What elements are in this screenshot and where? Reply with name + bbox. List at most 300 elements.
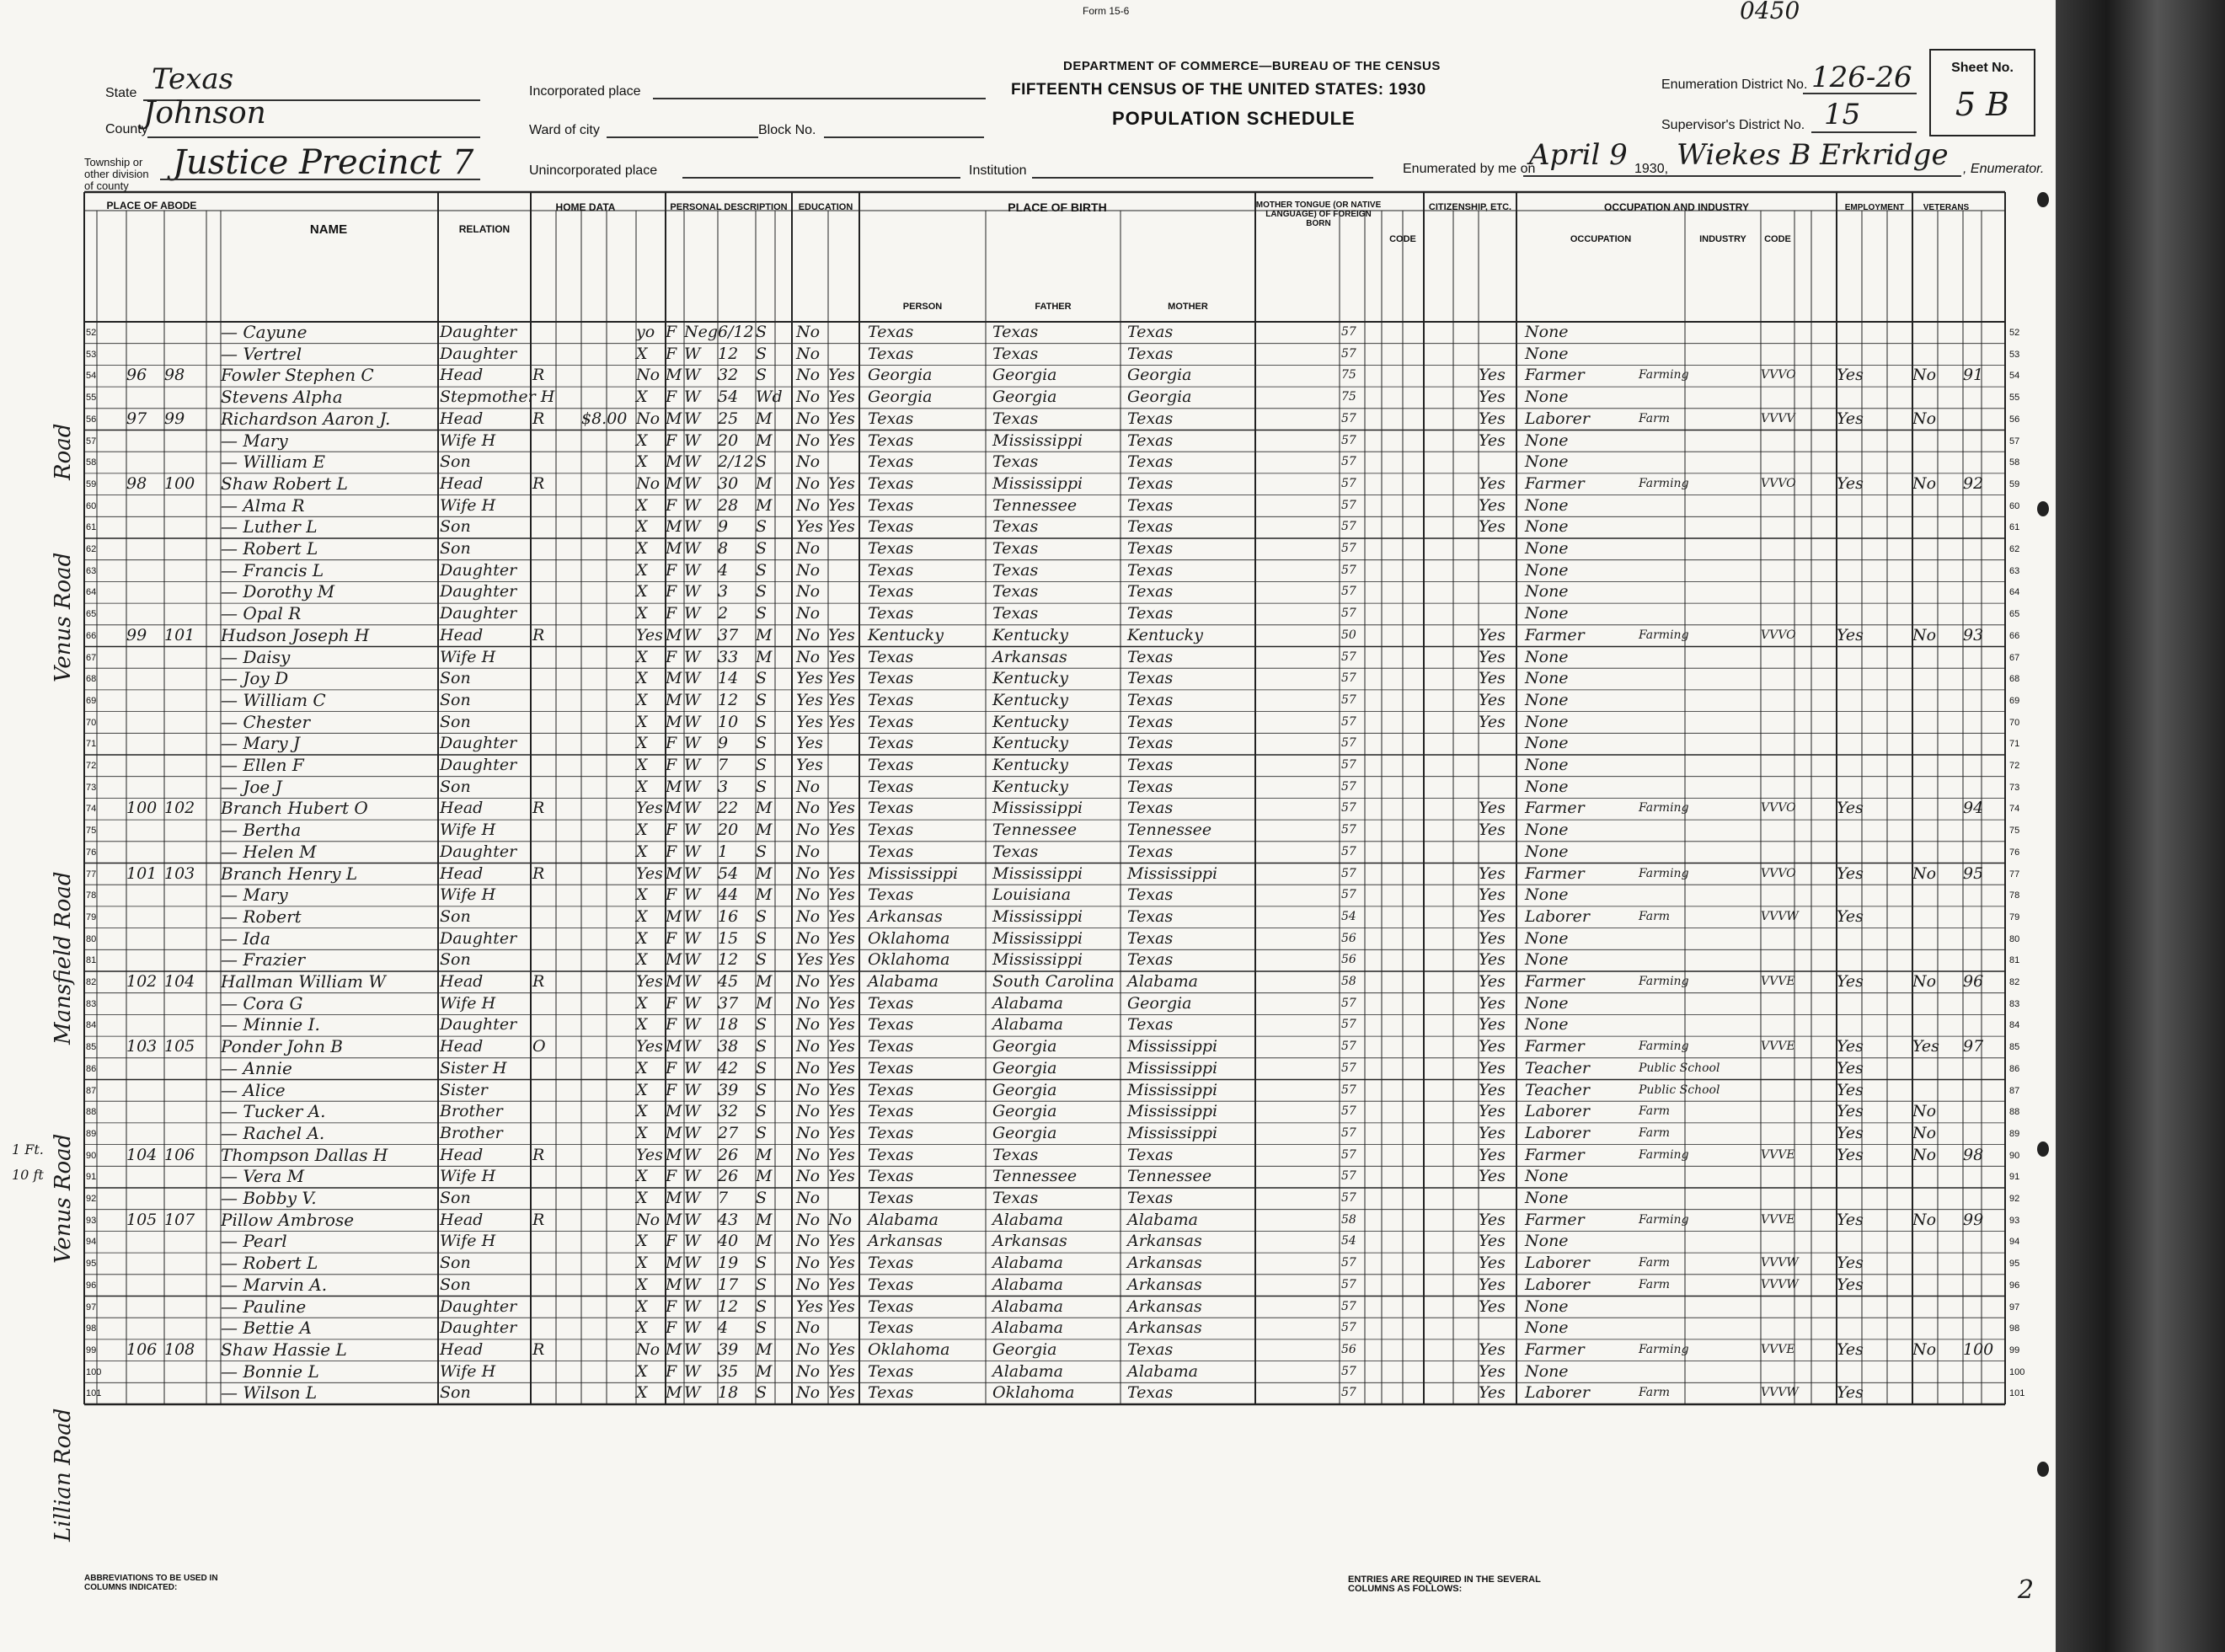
cell-code: 57: [1341, 736, 1356, 751]
cell-mpob: Texas: [1127, 928, 1174, 948]
cell-farm: X: [636, 1102, 648, 1121]
header-occupation-industry: OCCUPATION AND INDUSTRY: [1604, 201, 1749, 213]
cell-pob: Texas: [868, 1189, 914, 1207]
cell-name: — Frazier: [221, 949, 306, 970]
cell-code: 57: [1341, 714, 1356, 729]
cell-age: 15: [718, 928, 739, 948]
cell-marital: S: [756, 1189, 768, 1207]
cell-sex: F: [666, 756, 677, 774]
cell-mpob: Texas: [1127, 582, 1174, 601]
cell-marital: S: [756, 1383, 768, 1403]
cell-vwar: 94: [1963, 799, 1984, 818]
cell-occ: Laborer: [1525, 1123, 1590, 1142]
cell-mpob: Tennessee: [1127, 1167, 1212, 1186]
table-row: [0, 690, 2056, 712]
cell-relation: Head: [440, 409, 484, 428]
cell-name: — Bonnie L: [221, 1361, 319, 1382]
line-number: 86: [86, 1063, 97, 1074]
cell-read: Yes: [828, 1145, 855, 1164]
cell-name: — Cayune: [221, 322, 308, 342]
cell-farm: Yes: [636, 625, 663, 644]
cell-age: 9: [718, 734, 729, 753]
line-number: 75: [86, 826, 97, 837]
cell-age: 3: [718, 582, 729, 601]
cell-school: No: [796, 1080, 821, 1099]
supervisor-district-value: 15: [1824, 98, 1861, 131]
cell-pob: Oklahoma: [868, 1339, 950, 1359]
line-number-right: 71: [2009, 739, 2020, 750]
cell-pob: Texas: [868, 1361, 914, 1381]
cell-ind: Farming: [1639, 1147, 1689, 1162]
cell-marital: S: [756, 928, 768, 948]
enumeration-district-label: Enumeration District No.: [1661, 78, 1808, 92]
cell-ocode: VVVO: [1761, 368, 1796, 382]
cell-school: No: [796, 1058, 821, 1077]
cell-name: Fowler Stephen C: [221, 365, 374, 386]
cell-vet: No: [1912, 863, 1937, 883]
cell-pob: Oklahoma: [868, 950, 950, 970]
cell-sex: M: [666, 1339, 682, 1359]
cell-occ: None: [1525, 690, 1569, 709]
cell-vet: No: [1912, 1145, 1937, 1164]
line-number: 94: [86, 1237, 97, 1248]
cell-mpob: Texas: [1127, 1145, 1174, 1164]
cell-work: Yes: [1837, 906, 1864, 926]
cell-relation: Son: [440, 690, 471, 709]
footer-entries: ENTRIES ARE REQUIRED IN THE SEVERAL COLUMNS AS FOLLOWS:: [1348, 1574, 1541, 1594]
cell-name: — Alice: [221, 1079, 286, 1100]
cell-school: No: [796, 1275, 821, 1294]
cell-fpob: Texas: [992, 517, 1039, 537]
cell-pob: Texas: [868, 756, 914, 774]
line-number: 101: [86, 1388, 102, 1399]
cell-pob: Texas: [868, 842, 914, 861]
cell-fpob: Arkansas: [992, 1232, 1067, 1251]
table-row: [0, 1210, 2056, 1232]
line-number: 55: [86, 393, 97, 404]
cell-code: 56: [1341, 1342, 1356, 1356]
cell-relation: Brother: [440, 1102, 503, 1121]
cell-school: Yes: [796, 756, 823, 774]
cell-race: W: [684, 366, 701, 385]
cell-race: W: [684, 821, 701, 840]
cell-mpob: Texas: [1127, 777, 1174, 796]
cell-dwelling: 105: [126, 1210, 158, 1229]
cell-work: Yes: [1837, 1102, 1864, 1121]
cell-race: W: [684, 409, 701, 428]
line-number: 89: [86, 1128, 97, 1139]
cell-relation: Son: [440, 1383, 471, 1403]
cell-code: 57: [1341, 996, 1356, 1010]
cell-relation: Head: [440, 473, 484, 493]
cell-occ: Laborer: [1525, 1275, 1590, 1294]
cell-fpob: Kentucky: [992, 712, 1068, 731]
cell-farm: X: [636, 539, 648, 558]
cell-eng: Yes: [1479, 409, 1506, 428]
cell-code: 57: [1341, 498, 1356, 512]
line-number-right: 85: [2009, 1042, 2020, 1053]
cell-eng: Yes: [1479, 430, 1506, 450]
cell-sex: F: [666, 1015, 677, 1035]
cell-pob: Texas: [868, 669, 914, 688]
cell-age: 20: [718, 821, 739, 840]
cell-occ: Laborer: [1525, 1102, 1590, 1121]
header-place-of-birth: PLACE OF BIRTH: [1008, 200, 1107, 214]
cell-mpob: Texas: [1127, 734, 1174, 753]
cell-vwar: 97: [1963, 1037, 1984, 1056]
cell-code: 57: [1341, 1386, 1356, 1400]
cell-fpob: Alabama: [992, 1361, 1063, 1381]
table-row: [0, 971, 2056, 993]
cell-ocode: VVVE: [1761, 1147, 1795, 1162]
cell-farm: X: [636, 1361, 648, 1381]
cell-race: W: [684, 1015, 701, 1035]
line-number: 63: [86, 565, 97, 576]
cell-code: 57: [1341, 671, 1356, 686]
line-number: 100: [86, 1366, 102, 1377]
cell-ocode: VVVO: [1761, 628, 1796, 642]
cell-age: 40: [718, 1232, 739, 1251]
cell-farm: X: [636, 1296, 648, 1316]
cell-pob: Texas: [868, 560, 914, 580]
cell-name: Branch Henry L: [221, 863, 358, 884]
cell-sex: F: [666, 821, 677, 840]
cell-fpob: Mississippi: [992, 950, 1083, 970]
cell-relation: Wife H: [440, 885, 496, 905]
cell-code: 54: [1341, 909, 1356, 923]
cell-sex: M: [666, 517, 682, 537]
cell-race: W: [684, 1275, 701, 1294]
cell-sex: F: [666, 885, 677, 905]
table-row: [0, 409, 2056, 430]
cell-school: No: [796, 1102, 821, 1121]
cell-occ: None: [1525, 1015, 1569, 1035]
cell-school: No: [796, 323, 821, 341]
cell-read: Yes: [828, 669, 855, 688]
cell-farm: X: [636, 388, 648, 407]
table-row: [0, 993, 2056, 1015]
cell-age: 17: [718, 1275, 739, 1294]
sheet-label: Sheet No.: [1951, 61, 2014, 75]
cell-school: No: [796, 972, 821, 991]
header-mother-tongue: MOTHER TONGUE (OR NATIVE LANGUAGE) OF FOREIGN BORN: [1255, 200, 1382, 228]
cell-sex: F: [666, 388, 677, 407]
cell-fpob: Kentucky: [992, 690, 1068, 709]
cell-farm: X: [636, 993, 648, 1013]
cell-marital: M: [756, 409, 773, 428]
cell-vet: No: [1912, 473, 1937, 493]
cell-occ: None: [1525, 323, 1569, 341]
cell-read: Yes: [828, 972, 855, 991]
table-row: [0, 365, 2056, 387]
cell-pob: Texas: [868, 1383, 914, 1403]
cell-occ: None: [1525, 885, 1569, 905]
cell-name: — Dorothy M: [221, 581, 335, 602]
cell-marital: M: [756, 1145, 773, 1164]
cell-read: Yes: [828, 647, 855, 666]
line-number: 95: [86, 1259, 97, 1270]
cell-read: Yes: [828, 1167, 855, 1186]
cell-marital: S: [756, 452, 768, 472]
cell-school: Yes: [796, 517, 823, 537]
cell-name: Shaw Hassie L: [221, 1339, 347, 1360]
cell-read: Yes: [828, 473, 855, 493]
cell-ind: Farming: [1639, 801, 1689, 815]
cell-ocode: VVVW: [1761, 1256, 1799, 1270]
cell-name: — Rachel A.: [221, 1122, 325, 1143]
line-number-right: 76: [2009, 847, 2020, 858]
table-row: [0, 1275, 2056, 1296]
cell-read: Yes: [828, 1058, 855, 1077]
cell-school: No: [796, 842, 821, 861]
subheader-person: PERSON: [902, 302, 943, 312]
cell-marital: S: [756, 906, 768, 926]
cell-farm: X: [636, 1275, 648, 1294]
line-number-right: 65: [2009, 609, 2020, 620]
cell-work: Yes: [1837, 1383, 1864, 1403]
cell-relation: Sister H: [440, 1058, 507, 1077]
cell-dwelling: 96: [126, 366, 147, 385]
cell-code: 57: [1341, 1169, 1356, 1184]
punch-hole: [2037, 501, 2049, 516]
cell-mpob: Arkansas: [1127, 1318, 1202, 1338]
cell-sex: M: [666, 906, 682, 926]
cell-marital: S: [756, 604, 768, 623]
cell-read: Yes: [828, 495, 855, 515]
line-number: 70: [86, 717, 97, 728]
cell-marital: M: [756, 495, 773, 515]
table-row: [0, 842, 2056, 863]
cell-name: — Bettie A: [221, 1318, 312, 1339]
cell-farm: X: [636, 344, 648, 363]
cell-mpob: Kentucky: [1127, 625, 1203, 644]
cell-sex: M: [666, 690, 682, 709]
line-number: 96: [86, 1280, 97, 1291]
line-number-right: 58: [2009, 457, 2020, 468]
cell-pob: Texas: [868, 734, 914, 753]
cell-code: 57: [1341, 1256, 1356, 1270]
cell-name: — Tucker A.: [221, 1101, 326, 1122]
line-number-right: 55: [2009, 393, 2020, 404]
cell-occ: None: [1525, 756, 1569, 774]
cell-relation: Son: [440, 1254, 471, 1273]
cell-mpob: Mississippi: [1127, 1102, 1218, 1121]
cell-read: Yes: [828, 821, 855, 840]
cell-vwar: 96: [1963, 972, 1984, 991]
cell-sex: F: [666, 1058, 677, 1077]
cell-code: 57: [1341, 1125, 1356, 1140]
subheader-code: CODE: [1764, 234, 1791, 244]
cell-fpob: Texas: [992, 604, 1039, 623]
cell-vet: No: [1912, 1210, 1937, 1229]
cell-eng: Yes: [1479, 1339, 1506, 1359]
punch-hole: [2037, 1141, 2049, 1157]
cell-occ: None: [1525, 950, 1569, 970]
line-number: 85: [86, 1042, 97, 1053]
cell-race: W: [684, 690, 701, 709]
cell-age: 9: [718, 517, 729, 537]
cell-marital: S: [756, 1037, 768, 1056]
cell-work: Yes: [1837, 1058, 1864, 1077]
cell-marital: M: [756, 1210, 773, 1229]
header-personal: PERSONAL DESCRIPTION: [670, 202, 788, 212]
cell-code: 57: [1341, 542, 1356, 555]
unincorporated-label: Unincorporated place: [529, 163, 658, 178]
cell-pob: Texas: [868, 452, 914, 472]
county-label: County: [105, 122, 148, 136]
cell-fpob: Georgia: [992, 1339, 1057, 1359]
cell-pob: Texas: [868, 1167, 914, 1186]
cell-marital: S: [756, 1296, 768, 1316]
cell-farm: X: [636, 452, 648, 472]
cell-sex: M: [666, 669, 682, 688]
line-number: 72: [86, 761, 97, 771]
cell-mpob: Texas: [1127, 950, 1174, 970]
cell-age: 39: [718, 1339, 739, 1359]
cell-code: 57: [1341, 325, 1356, 339]
cell-relation: Daughter: [440, 604, 517, 623]
cell-name: — Vertrel: [221, 343, 302, 364]
cell-race: W: [684, 928, 701, 948]
table-row: [0, 820, 2056, 842]
cell-read: Yes: [828, 366, 855, 385]
cell-age: 16: [718, 906, 739, 926]
line-number: 74: [86, 804, 97, 815]
cell-eng: Yes: [1479, 1058, 1506, 1077]
cell-occ: None: [1525, 582, 1569, 601]
cell-dwelling: 103: [126, 1037, 158, 1056]
table-row: [0, 495, 2056, 517]
cell-pob: Texas: [868, 690, 914, 709]
cell-sex: F: [666, 928, 677, 948]
state-value: Texas: [152, 62, 234, 96]
cell-race: W: [684, 1232, 701, 1251]
line-number-right: 63: [2009, 565, 2020, 576]
cell-read: Yes: [828, 885, 855, 905]
cell-age: 7: [718, 1189, 729, 1207]
cell-code: 57: [1341, 1147, 1356, 1162]
cell-marital: M: [756, 430, 773, 450]
cell-sex: M: [666, 1037, 682, 1056]
cell-code: 57: [1341, 844, 1356, 858]
table-row: [0, 430, 2056, 452]
line-number: 80: [86, 933, 97, 944]
cell-pob: Texas: [868, 1080, 914, 1099]
cell-dwelling: 99: [126, 625, 147, 644]
cell-fpob: Kentucky: [992, 625, 1068, 644]
line-number-right: 57: [2009, 436, 2020, 446]
cell-occ: Farmer: [1525, 799, 1585, 818]
header-citizenship: CITIZENSHIP, ETC.: [1428, 202, 1512, 212]
cell-occ: None: [1525, 821, 1569, 840]
line-number: 65: [86, 609, 97, 620]
cell-ocode: VVVO: [1761, 476, 1796, 490]
cell-farm: X: [636, 1015, 648, 1035]
line-number-right: 72: [2009, 761, 2020, 771]
cell-age: 10: [718, 712, 739, 731]
cell-work: Yes: [1837, 1123, 1864, 1142]
cell-code: 57: [1341, 1061, 1356, 1075]
cell-marital: S: [756, 1318, 768, 1338]
cell-fpob: Alabama: [992, 1318, 1063, 1338]
cell-relation: Daughter: [440, 582, 517, 601]
cell-relation: Son: [440, 712, 471, 731]
cell-fpob: Kentucky: [992, 734, 1068, 753]
cell-race: W: [684, 1102, 701, 1121]
line-number-right: 99: [2009, 1345, 2020, 1355]
cell-occ: Laborer: [1525, 1383, 1590, 1403]
cell-fpob: Kentucky: [992, 777, 1068, 796]
cell-race: W: [684, 495, 701, 515]
cell-age: 54: [718, 388, 739, 407]
cell-marital: M: [756, 885, 773, 905]
cell-marital: S: [756, 1254, 768, 1273]
cell-ocode: VVVW: [1761, 1386, 1799, 1400]
header-place-of-abode: PLACE OF ABODE: [106, 200, 197, 211]
table-row: [0, 647, 2056, 669]
cell-read: Yes: [828, 1080, 855, 1099]
table-row: [0, 668, 2056, 690]
cell-farm: No: [636, 1210, 661, 1229]
line-number-right: 93: [2009, 1215, 2020, 1226]
cell-pob: Texas: [868, 409, 914, 428]
cell-age: 28: [718, 495, 739, 515]
header-home-data: HOME DATA: [555, 201, 616, 213]
cell-school: No: [796, 1145, 821, 1164]
cell-school: No: [796, 1361, 821, 1381]
cell-race: W: [684, 1210, 701, 1229]
cell-pob: Texas: [868, 473, 914, 493]
cell-school: Yes: [796, 950, 823, 970]
cell-marital: S: [756, 366, 768, 385]
cell-name: Stevens Alpha: [221, 387, 343, 408]
cell-fpob: Mississippi: [992, 928, 1083, 948]
cell-occ: None: [1525, 928, 1569, 948]
cell-farm: Yes: [636, 972, 663, 991]
cell-name: — Ida: [221, 928, 270, 949]
cell-age: 54: [718, 863, 739, 883]
line-number-right: 56: [2009, 414, 2020, 425]
cell-vwar: 93: [1963, 625, 1984, 644]
line-number: 71: [86, 739, 97, 750]
cell-mpob: Texas: [1127, 690, 1174, 709]
cell-farm: Yes: [636, 1037, 663, 1056]
cell-age: 12: [718, 344, 739, 363]
cell-ind: Farm: [1639, 1104, 1671, 1119]
cell-eng: Yes: [1479, 1383, 1506, 1403]
line-number-right: 59: [2009, 478, 2020, 489]
cell-code: 57: [1341, 801, 1356, 815]
table-row: [0, 603, 2056, 625]
ward-label: Ward of city: [529, 123, 600, 137]
cell-code: 57: [1341, 1364, 1356, 1378]
cell-pob: Texas: [868, 1015, 914, 1035]
cell-occ: None: [1525, 1167, 1569, 1186]
cell-fpob: Mississippi: [992, 430, 1083, 450]
line-number: 57: [86, 436, 97, 446]
cell-mpob: Texas: [1127, 669, 1174, 688]
cell-marital: S: [756, 669, 768, 688]
cell-eng: Yes: [1479, 1123, 1506, 1142]
cell-vet: No: [1912, 366, 1937, 385]
table-row: [0, 755, 2056, 777]
cell-work: Yes: [1837, 1145, 1864, 1164]
cell-occ: None: [1525, 388, 1569, 407]
cell-occ: Farmer: [1525, 473, 1585, 493]
table-row: [0, 1166, 2056, 1188]
cell-relation: Wife H: [440, 1232, 496, 1251]
cell-age: 4: [718, 560, 729, 580]
